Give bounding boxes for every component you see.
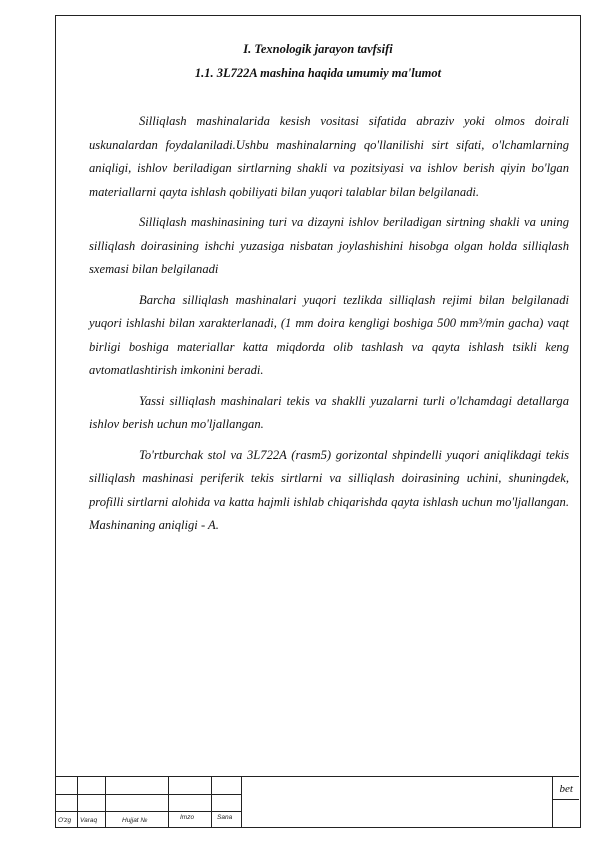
paragraph: Silliqlash mashinasining turi va dizayni ishlov beriladigan sirtning shakli va uning silliqlash doirasining ishchi yuzasiga nisbatan joylashishini hisobga olgan holda silliqlash sxemasi bilan belgilanadi (89, 215, 569, 276)
col-label-hujjat: Hujjat № (122, 817, 148, 824)
paragraph: Yassi silliqlash mashinalari tekis va shaklli yuzalarni turli o'lchamdagi detallarga ishlov berish uchun mo'ljallangan. (89, 393, 569, 431)
paragraph: Silliqlash mashinalarida kesish vositasi sifatida abraziv yoki olmos doirali uskunalardan foydalaniladi.Ushbu mashinalarning qo'llanilishi sirt sifati, o'lchamlarning aniqligi, ishlov beriladigan sirtlarning shakli va pozitsiyasi va ishlov berish qiyin bo'lgan materiallarni qayta ishlash qobiliyati bilan yuqori talablar bilan belgilanadi. (89, 114, 569, 199)
title-block (56, 776, 579, 828)
sheet-label: bet (559, 783, 573, 795)
paragraph: Barcha silliqlash mashinalari yuqori tezlikda silliqlash rejimi bilan belgilanadi yuqori ishlashi bilan xarakterlanadi, (1 mm doira kengligi boshiga 500 mm³/min gacha) vaqt birligi boshiga materiallar katta miqdorda olib tashlash va qayta ishlash tsikli keng avtomatlashtirish imkonini beradi. (89, 292, 569, 377)
page-frame (55, 15, 581, 828)
col-label-varaq: Varaq (80, 817, 98, 824)
section-heading: I. Texnologik jarayon tavfsifi (243, 42, 393, 56)
col-label-imzo: Imzo (180, 814, 195, 821)
col-label-ozg: O'zg (58, 817, 72, 824)
col-label-sana: Sana (217, 814, 233, 821)
paragraph: To'rtburchak stol va 3L722A (rasm5) gorizontal shpindelli yuqori aniqlikdagi tekis silliqlash mashinasi periferik tekis sirtlarni va silliqlash doirasining uchini, shuningdek, profilli sirtlarni alohida va katta hajmli ishlab chiqarishda qayta ishlash uchun mo'ljallangan. Mashinaning aniqligi - A. (89, 447, 569, 532)
section-subheading: 1.1. 3L722A mashina haqida umumiy ma'lumot (194, 66, 442, 80)
body-text (89, 110, 569, 545)
